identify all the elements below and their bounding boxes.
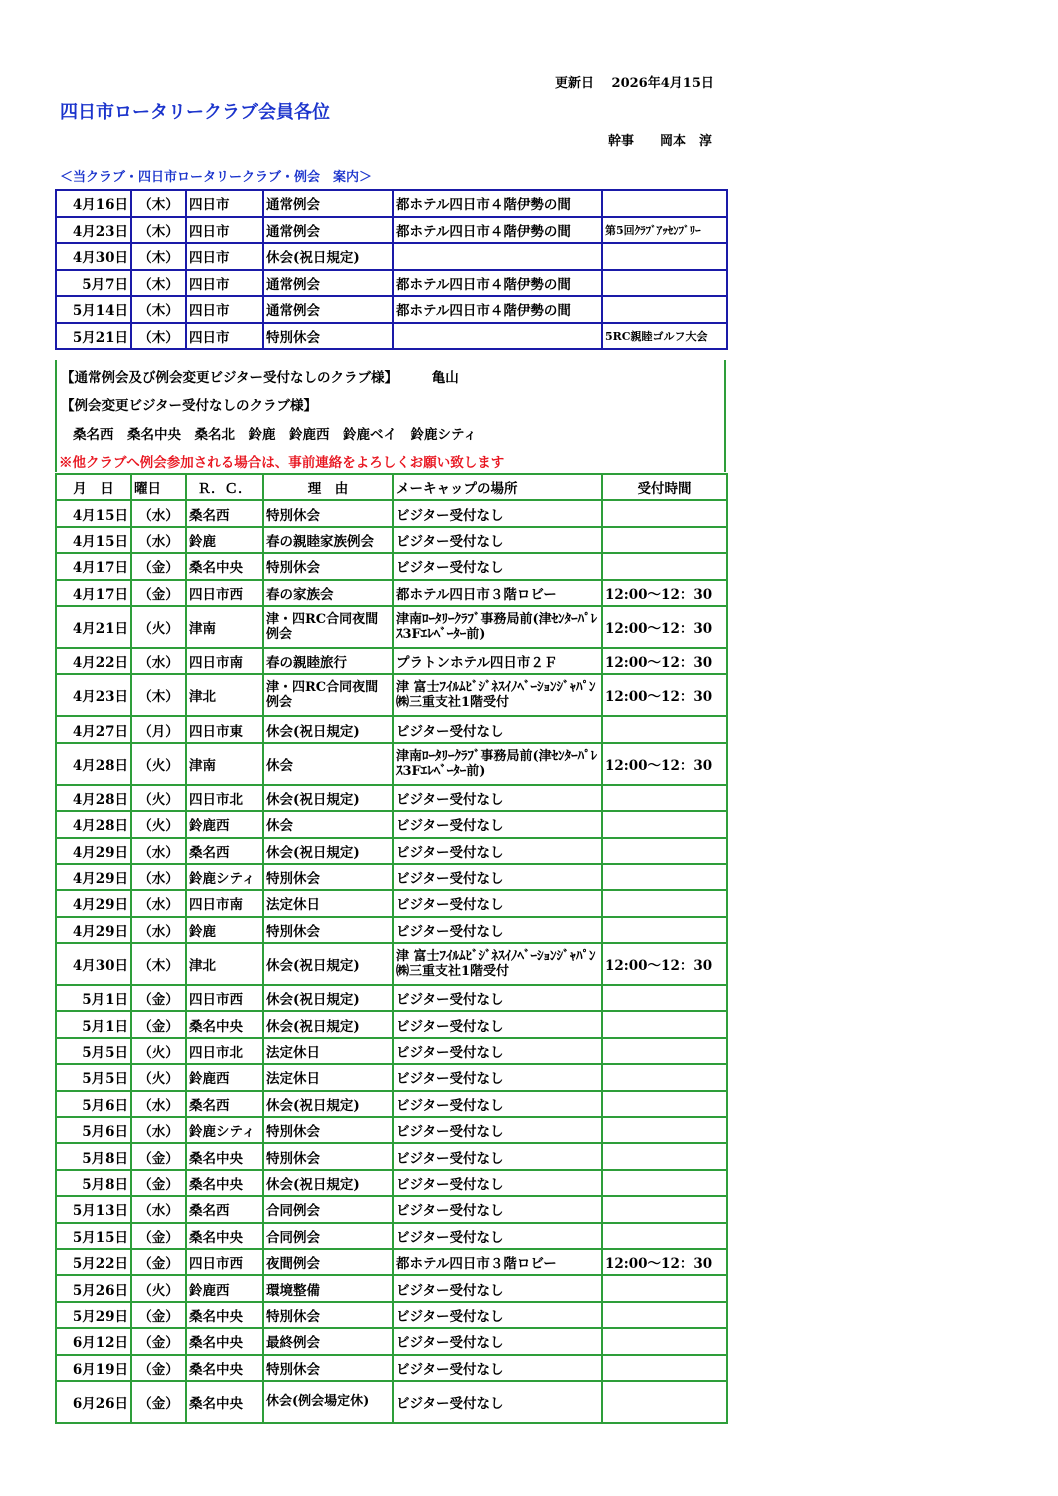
row-date: 5月1日 xyxy=(56,1011,131,1037)
row-makeup-place: ビジター受付なし xyxy=(393,785,602,811)
row-club: 四日市北 xyxy=(186,785,263,811)
row-reception-time: 12:00～12：30 xyxy=(602,606,727,648)
row-club: 桑名中央 xyxy=(186,1328,263,1354)
row-club: 桑名中央 xyxy=(186,1143,263,1169)
row-weekday: （月） xyxy=(131,716,186,742)
header-date: 月 日 xyxy=(56,474,131,500)
secretary-line xyxy=(608,130,712,149)
meeting-club: 四日市 xyxy=(186,323,263,350)
meeting-club: 四日市 xyxy=(186,270,263,297)
table-row xyxy=(56,1381,727,1423)
row-reception-time xyxy=(602,838,727,864)
header-place: メーキャップの場所 xyxy=(393,474,602,500)
updated-value: 2026年4月15日 xyxy=(611,76,714,91)
table-row xyxy=(56,1302,727,1328)
header-club: Ｒ．Ｃ． xyxy=(186,474,263,500)
row-reason: 春の親睦旅行 xyxy=(263,648,393,674)
row-club: 津北 xyxy=(186,943,263,985)
table-row xyxy=(56,1223,727,1249)
row-date: 4月17日 xyxy=(56,580,131,606)
meeting-club: 四日市 xyxy=(186,190,263,217)
row-date: 5月8日 xyxy=(56,1143,131,1169)
row-reason: 特別休会 xyxy=(263,1355,393,1381)
notes-line-1-value: 亀山 xyxy=(431,370,459,386)
row-club: 四日市西 xyxy=(186,985,263,1011)
meeting-note xyxy=(602,296,727,323)
row-reason: 特別休会 xyxy=(263,917,393,943)
meeting-place: 都ホテル四日市４階伊勢の間 xyxy=(393,217,602,244)
row-date: 4月15日 xyxy=(56,527,131,553)
row-makeup-place: 津 富士ﾌｲﾙﾑﾋﾞｼﾞﾈｽｲﾉﾍﾞｰｼｮﾝｼﾞｬﾊﾟﾝ㈱三重支社1階受付 xyxy=(393,943,602,985)
row-date: 5月6日 xyxy=(56,1091,131,1117)
row-makeup-place: ビジター受付なし xyxy=(393,1275,602,1301)
row-weekday: （水） xyxy=(131,917,186,943)
row-reception-time xyxy=(602,917,727,943)
section-title: ＜当クラブ・四日市ロータリークラブ・例会 案内＞ xyxy=(60,170,373,185)
row-reason: 休会(祝日規定) xyxy=(263,1011,393,1037)
row-club: 鈴鹿西 xyxy=(186,811,263,837)
meeting-note xyxy=(602,243,727,270)
row-club: 桑名西 xyxy=(186,1196,263,1222)
row-club: 鈴鹿西 xyxy=(186,1064,263,1090)
row-makeup-place: ビジター受付なし xyxy=(393,890,602,916)
row-weekday: （水） xyxy=(131,1091,186,1117)
row-date: 4月27日 xyxy=(56,716,131,742)
header-reason: 理 由 xyxy=(263,474,393,500)
row-club: 鈴鹿西 xyxy=(186,1275,263,1301)
row-reception-time: 12:00～12：30 xyxy=(602,648,727,674)
meeting-type: 通常例会 xyxy=(263,190,393,217)
row-reason: 休会(祝日規定) xyxy=(263,985,393,1011)
meeting-weekday: （木） xyxy=(131,323,186,350)
table-row xyxy=(56,890,727,916)
row-makeup-place: ビジター受付なし xyxy=(393,1328,602,1354)
row-reason: 休会(祝日規定) xyxy=(263,1091,393,1117)
table-row xyxy=(56,943,727,985)
row-reason: 特別休会 xyxy=(263,553,393,579)
row-makeup-place: ビジター受付なし xyxy=(393,1302,602,1328)
row-weekday: （金） xyxy=(131,985,186,1011)
row-date: 5月13日 xyxy=(56,1196,131,1222)
row-reason: 休会(祝日規定) xyxy=(263,716,393,742)
row-weekday: （水） xyxy=(131,500,186,526)
addressee-heading: 四日市ロータリークラブ会員各位 xyxy=(60,102,330,123)
row-reason: 特別休会 xyxy=(263,1143,393,1169)
meeting-note xyxy=(602,270,727,297)
row-date: 5月5日 xyxy=(56,1038,131,1064)
row-date: 6月12日 xyxy=(56,1328,131,1354)
row-club: 桑名中央 xyxy=(186,1011,263,1037)
row-club: 桑名西 xyxy=(186,838,263,864)
row-reception-time xyxy=(602,1381,727,1423)
row-makeup-place: ビジター受付なし xyxy=(393,1223,602,1249)
row-date: 4月28日 xyxy=(56,785,131,811)
row-makeup-place: ビジター受付なし xyxy=(393,1117,602,1143)
row-club: 桑名中央 xyxy=(186,1170,263,1196)
table-row xyxy=(56,785,727,811)
meeting-type: 通常例会 xyxy=(263,217,393,244)
row-makeup-place: ビジター受付なし xyxy=(393,1064,602,1090)
row-reason: 特別休会 xyxy=(263,1302,393,1328)
row-date: 4月15日 xyxy=(56,500,131,526)
row-makeup-place: ビジター受付なし xyxy=(393,1196,602,1222)
row-club: 桑名西 xyxy=(186,1091,263,1117)
row-reason: 特別休会 xyxy=(263,1117,393,1143)
meeting-note xyxy=(602,190,727,217)
row-date: 5月26日 xyxy=(56,1275,131,1301)
row-reception-time xyxy=(602,716,727,742)
row-date: 5月29日 xyxy=(56,1302,131,1328)
row-reception-time xyxy=(602,500,727,526)
meeting-place: 都ホテル四日市４階伊勢の間 xyxy=(393,296,602,323)
row-reception-time xyxy=(602,1038,727,1064)
notes-warning: ※他クラブへ例会参加される場合は、事前連絡をよろしくお願い致します xyxy=(59,455,505,471)
row-weekday: （金） xyxy=(131,1011,186,1037)
header-dow: 曜日 xyxy=(131,474,186,500)
row-club: 桑名西 xyxy=(186,500,263,526)
row-reason: 法定休日 xyxy=(263,890,393,916)
updated-label: 更新日 xyxy=(555,76,595,91)
row-reception-time xyxy=(602,890,727,916)
row-weekday: （水） xyxy=(131,527,186,553)
row-club: 四日市南 xyxy=(186,890,263,916)
row-makeup-place: ビジター受付なし xyxy=(393,985,602,1011)
own-club-meetings-table xyxy=(55,189,728,350)
table-row xyxy=(56,716,727,742)
table-row xyxy=(56,323,727,350)
row-club: 鈴鹿 xyxy=(186,917,263,943)
row-weekday: （木） xyxy=(131,674,186,716)
row-makeup-place: ビジター受付なし xyxy=(393,1091,602,1117)
table-row xyxy=(56,1355,727,1381)
row-reason: 春の親睦家族例会 xyxy=(263,527,393,553)
row-club: 四日市北 xyxy=(186,1038,263,1064)
row-reception-time xyxy=(602,1275,727,1301)
row-weekday: （木） xyxy=(131,943,186,985)
notes-club-list: 桑名西 桑名中央 桑名北 鈴鹿 鈴鹿西 鈴鹿ベイ 鈴鹿シティ xyxy=(73,427,477,443)
meeting-date: 4月16日 xyxy=(56,190,131,217)
row-club: 鈴鹿シティ xyxy=(186,864,263,890)
row-weekday: （火） xyxy=(131,743,186,785)
row-weekday: （水） xyxy=(131,838,186,864)
row-club: 津南 xyxy=(186,743,263,785)
row-date: 5月8日 xyxy=(56,1170,131,1196)
table-row xyxy=(56,190,727,217)
row-reason: 合同例会 xyxy=(263,1196,393,1222)
notes-line-1-label: 【通常例会及び例会変更ビジター受付なしのクラブ様】 xyxy=(61,370,392,386)
row-weekday: （金） xyxy=(131,1143,186,1169)
row-weekday: （金） xyxy=(131,1249,186,1275)
meeting-place xyxy=(393,323,602,350)
row-reason: 津・四RC合同夜間例会 xyxy=(263,606,393,648)
meeting-type: 休会(祝日規定) xyxy=(263,243,393,270)
row-reception-time xyxy=(602,985,727,1011)
row-reception-time xyxy=(602,1355,727,1381)
meeting-club: 四日市 xyxy=(186,217,263,244)
row-weekday: （火） xyxy=(131,606,186,648)
row-reception-time xyxy=(602,1170,727,1196)
meeting-weekday: （木） xyxy=(131,190,186,217)
row-club: 四日市東 xyxy=(186,716,263,742)
row-reason: 休会(祝日規定) xyxy=(263,785,393,811)
row-reason: 休会(祝日規定) xyxy=(263,1170,393,1196)
row-club: 四日市西 xyxy=(186,1249,263,1275)
row-reception-time: 12:00～12：30 xyxy=(602,674,727,716)
row-reception-time xyxy=(602,1223,727,1249)
row-date: 4月22日 xyxy=(56,648,131,674)
meeting-weekday: （木） xyxy=(131,296,186,323)
row-club: 四日市南 xyxy=(186,648,263,674)
row-makeup-place: ビジター受付なし xyxy=(393,1355,602,1381)
meeting-club: 四日市 xyxy=(186,243,263,270)
row-date: 4月29日 xyxy=(56,838,131,864)
notes-line-1 xyxy=(61,366,459,386)
row-date: 5月15日 xyxy=(56,1223,131,1249)
meeting-date: 5月14日 xyxy=(56,296,131,323)
row-reception-time xyxy=(602,864,727,890)
row-weekday: （金） xyxy=(131,1355,186,1381)
row-date: 6月26日 xyxy=(56,1381,131,1423)
row-reception-time xyxy=(602,1091,727,1117)
row-reason: 法定休日 xyxy=(263,1038,393,1064)
row-date: 4月28日 xyxy=(56,811,131,837)
row-club: 鈴鹿シティ xyxy=(186,1117,263,1143)
updated-date xyxy=(555,72,714,91)
row-reason: 春の家族会 xyxy=(263,580,393,606)
row-reason: 休会 xyxy=(263,743,393,785)
row-weekday: （水） xyxy=(131,890,186,916)
row-weekday: （水） xyxy=(131,648,186,674)
table-row xyxy=(56,553,727,579)
meeting-place: 都ホテル四日市４階伊勢の間 xyxy=(393,190,602,217)
row-makeup-place: プラトンホテル四日市２Ｆ xyxy=(393,648,602,674)
meeting-club: 四日市 xyxy=(186,296,263,323)
meeting-place xyxy=(393,243,602,270)
row-weekday: （水） xyxy=(131,864,186,890)
row-reception-time xyxy=(602,1302,727,1328)
row-reason: 休会(例会場定休) xyxy=(263,1381,393,1423)
row-reason: 休会(祝日規定) xyxy=(263,943,393,985)
row-date: 5月1日 xyxy=(56,985,131,1011)
row-reason: 法定休日 xyxy=(263,1064,393,1090)
meeting-weekday: （木） xyxy=(131,243,186,270)
secretary-name: 岡本 淳 xyxy=(660,134,713,149)
row-reason: 津・四RC合同夜間例会 xyxy=(263,674,393,716)
row-club: 桑名中央 xyxy=(186,1302,263,1328)
table-row xyxy=(56,1170,727,1196)
row-club: 津南 xyxy=(186,606,263,648)
row-reason: 夜間例会 xyxy=(263,1249,393,1275)
row-reception-time xyxy=(602,1011,727,1037)
row-reception-time xyxy=(602,1143,727,1169)
row-makeup-place: ビジター受付なし xyxy=(393,500,602,526)
row-weekday: （金） xyxy=(131,1170,186,1196)
meeting-place: 都ホテル四日市４階伊勢の間 xyxy=(393,270,602,297)
row-reason: 休会(祝日規定) xyxy=(263,838,393,864)
row-makeup-place: ビジター受付なし xyxy=(393,1381,602,1423)
table-row xyxy=(56,985,727,1011)
meeting-note: 5RC親睦ゴルフ大会 xyxy=(602,323,727,350)
table-row xyxy=(56,1117,727,1143)
table-row xyxy=(56,296,727,323)
row-reception-time: 12:00～12：30 xyxy=(602,1249,727,1275)
row-makeup-place: ビジター受付なし xyxy=(393,917,602,943)
row-date: 4月21日 xyxy=(56,606,131,648)
row-club: 鈴鹿 xyxy=(186,527,263,553)
table-row xyxy=(56,1143,727,1169)
row-date: 4月30日 xyxy=(56,943,131,985)
table-row xyxy=(56,917,727,943)
table-row xyxy=(56,838,727,864)
row-club: 桑名中央 xyxy=(186,1223,263,1249)
row-date: 5月6日 xyxy=(56,1117,131,1143)
row-weekday: （火） xyxy=(131,1038,186,1064)
row-makeup-place: 都ホテル四日市３階ロビー xyxy=(393,1249,602,1275)
row-makeup-place: ビジター受付なし xyxy=(393,553,602,579)
row-reason: 特別休会 xyxy=(263,500,393,526)
row-makeup-place: ビジター受付なし xyxy=(393,1143,602,1169)
row-reception-time: 12:00～12：30 xyxy=(602,580,727,606)
row-makeup-place: 津南ﾛｰﾀﾘｰｸﾗﾌﾞ事務局前(津ｾﾝﾀｰﾊﾟﾚｽ3Fｴﾚﾍﾞｰﾀｰ前) xyxy=(393,606,602,648)
visitor-notes xyxy=(55,360,726,472)
row-reception-time xyxy=(602,527,727,553)
row-weekday: （火） xyxy=(131,811,186,837)
row-date: 4月17日 xyxy=(56,553,131,579)
table-row xyxy=(56,606,727,648)
secretary-label: 幹事 xyxy=(608,134,635,149)
table-row xyxy=(56,743,727,785)
other-clubs-schedule-table xyxy=(55,473,728,1424)
row-reception-time xyxy=(602,811,727,837)
row-makeup-place: ビジター受付なし xyxy=(393,527,602,553)
table-row xyxy=(56,1011,727,1037)
meeting-date: 4月30日 xyxy=(56,243,131,270)
row-makeup-place: ビジター受付なし xyxy=(393,811,602,837)
row-weekday: （金） xyxy=(131,1328,186,1354)
table-row xyxy=(56,580,727,606)
row-reason: 環境整備 xyxy=(263,1275,393,1301)
table-row xyxy=(56,270,727,297)
meeting-date: 5月7日 xyxy=(56,270,131,297)
table-row xyxy=(56,1196,727,1222)
table-row xyxy=(56,648,727,674)
table-row xyxy=(56,864,727,890)
meeting-date: 4月23日 xyxy=(56,217,131,244)
notes-line-2: 【例会変更ビジター受付なしのクラブ様】 xyxy=(61,398,317,414)
row-date: 4月23日 xyxy=(56,674,131,716)
table-row xyxy=(56,811,727,837)
row-club: 桑名中央 xyxy=(186,553,263,579)
meeting-date: 5月21日 xyxy=(56,323,131,350)
row-reason: 合同例会 xyxy=(263,1223,393,1249)
table-row xyxy=(56,1328,727,1354)
table-row xyxy=(56,500,727,526)
row-weekday: （火） xyxy=(131,1064,186,1090)
row-reception-time xyxy=(602,785,727,811)
table-row xyxy=(56,527,727,553)
table-row xyxy=(56,1091,727,1117)
row-reception-time xyxy=(602,553,727,579)
row-date: 6月19日 xyxy=(56,1355,131,1381)
row-reason: 最終例会 xyxy=(263,1328,393,1354)
table-row xyxy=(56,1064,727,1090)
table-row xyxy=(56,217,727,244)
row-makeup-place: ビジター受付なし xyxy=(393,1038,602,1064)
row-date: 4月29日 xyxy=(56,864,131,890)
row-makeup-place: 津 富士ﾌｲﾙﾑﾋﾞｼﾞﾈｽｲﾉﾍﾞｰｼｮﾝｼﾞｬﾊﾟﾝ㈱三重支社1階受付 xyxy=(393,674,602,716)
row-reception-time: 12:00～12：30 xyxy=(602,743,727,785)
row-makeup-place: 津南ﾛｰﾀﾘｰｸﾗﾌﾞ事務局前(津ｾﾝﾀｰﾊﾟﾚｽ3Fｴﾚﾍﾞｰﾀｰ前) xyxy=(393,743,602,785)
row-weekday: （金） xyxy=(131,1223,186,1249)
meeting-type: 通常例会 xyxy=(263,270,393,297)
row-weekday: （金） xyxy=(131,1302,186,1328)
row-date: 5月22日 xyxy=(56,1249,131,1275)
row-date: 5月5日 xyxy=(56,1064,131,1090)
row-weekday: （水） xyxy=(131,1117,186,1143)
row-reason: 特別休会 xyxy=(263,864,393,890)
row-weekday: （金） xyxy=(131,1381,186,1423)
row-makeup-place: ビジター受付なし xyxy=(393,1011,602,1037)
row-club: 四日市西 xyxy=(186,580,263,606)
row-weekday: （火） xyxy=(131,785,186,811)
table-header-row xyxy=(56,474,727,500)
row-date: 4月28日 xyxy=(56,743,131,785)
table-row xyxy=(56,1038,727,1064)
table-row xyxy=(56,1249,727,1275)
meeting-type: 通常例会 xyxy=(263,296,393,323)
row-makeup-place: 都ホテル四日市３階ロビー xyxy=(393,580,602,606)
meeting-note: 第5回ｸﾗﾌﾞｱｯｾﾝﾌﾞﾘｰ xyxy=(602,217,727,244)
table-row xyxy=(56,674,727,716)
row-reception-time: 12:00～12：30 xyxy=(602,943,727,985)
meeting-weekday: （木） xyxy=(131,217,186,244)
row-date: 4月29日 xyxy=(56,917,131,943)
row-makeup-place: ビジター受付なし xyxy=(393,1170,602,1196)
row-date: 4月29日 xyxy=(56,890,131,916)
row-makeup-place: ビジター受付なし xyxy=(393,838,602,864)
row-weekday: （火） xyxy=(131,1275,186,1301)
row-weekday: （金） xyxy=(131,553,186,579)
header-time: 受付時間 xyxy=(602,474,727,500)
row-reception-time xyxy=(602,1196,727,1222)
row-weekday: （水） xyxy=(131,1196,186,1222)
row-reception-time xyxy=(602,1328,727,1354)
table-row xyxy=(56,243,727,270)
row-reception-time xyxy=(602,1117,727,1143)
row-makeup-place: ビジター受付なし xyxy=(393,864,602,890)
row-club: 津北 xyxy=(186,674,263,716)
row-weekday: （金） xyxy=(131,580,186,606)
row-club: 桑名中央 xyxy=(186,1355,263,1381)
row-reception-time xyxy=(602,1064,727,1090)
row-reason: 休会 xyxy=(263,811,393,837)
meeting-type: 特別休会 xyxy=(263,323,393,350)
meeting-weekday: （木） xyxy=(131,270,186,297)
row-makeup-place: ビジター受付なし xyxy=(393,716,602,742)
table-row xyxy=(56,1275,727,1301)
row-club: 桑名中央 xyxy=(186,1381,263,1423)
